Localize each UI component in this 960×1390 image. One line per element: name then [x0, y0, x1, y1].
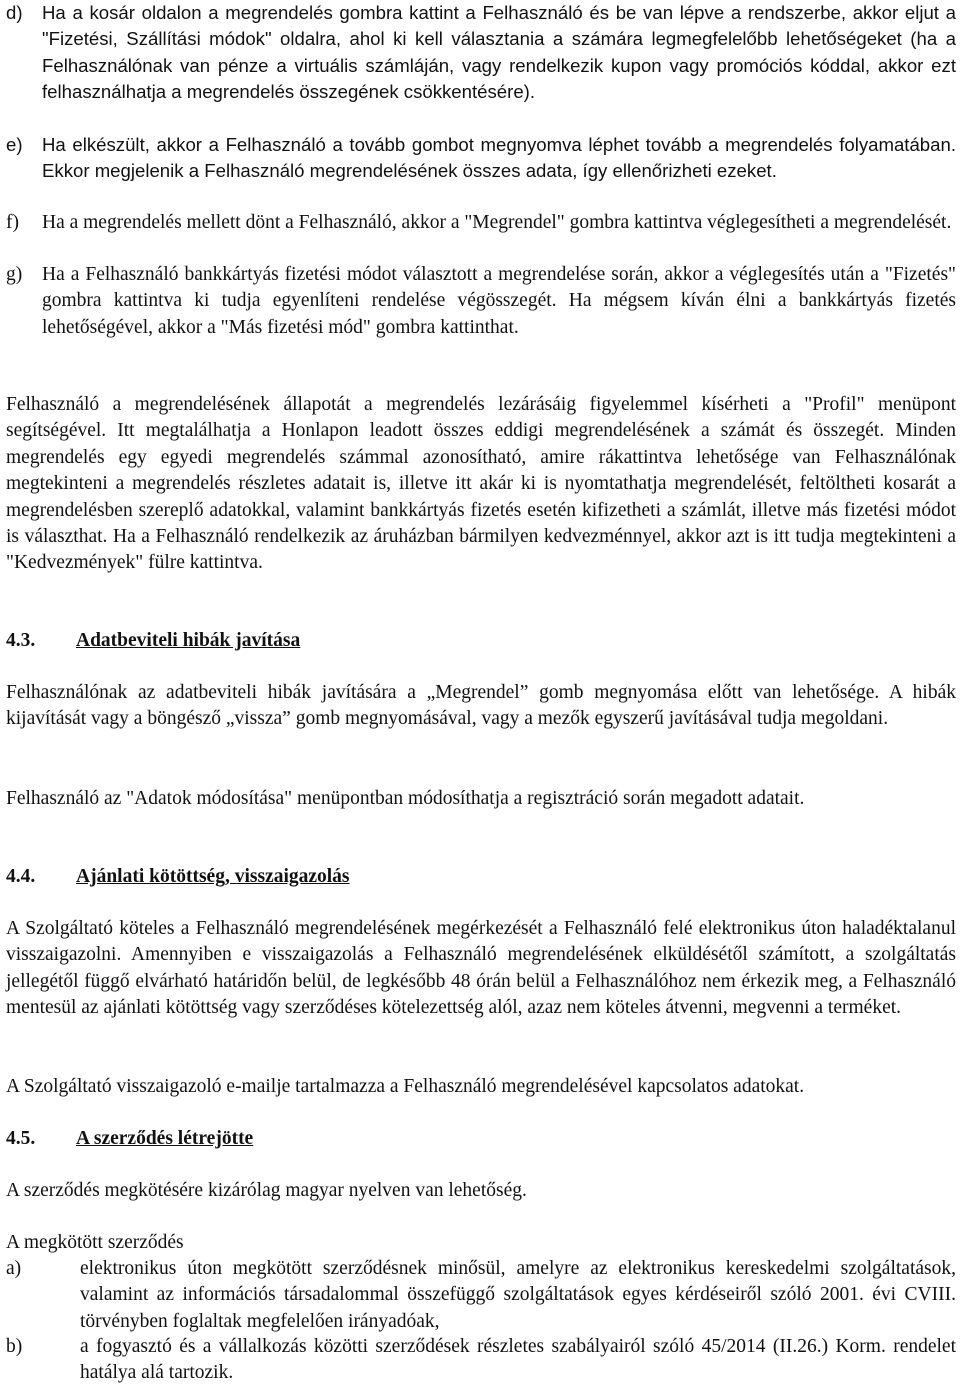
- list-item-f: [6, 210, 956, 236]
- list-marker: d): [6, 2, 23, 23]
- section-number: 4.5.: [6, 1128, 36, 1149]
- list-item-a: [6, 1256, 956, 1335]
- paragraph-data-modification: Felhasználó az "Adatok módosítása" menüpontban módosíthatja a regisztráció során megadott adatait.: [6, 788, 805, 809]
- paragraph-language: A szerződés megkötésére kizárólag magyar nyelven van lehetőség.: [6, 1180, 527, 1201]
- list-marker: f): [6, 212, 19, 233]
- list-item-text: Ha a megrendelés mellett dönt a Felhasználó, akkor a "Megrendel" gombra kattintva véglegesítheti a megrendelését.: [42, 212, 952, 233]
- section-title: Adatbeviteli hibák javítása: [76, 630, 301, 651]
- list-marker: b): [6, 1336, 23, 1357]
- list-item-e: [6, 132, 956, 185]
- section-number: 4.3.: [6, 630, 36, 651]
- paragraph-input-errors: Felhasználónak az adatbeviteli hibák javítására a „Megrendel” gomb megnyomása előtt van lehetősége. A hibák kijavítását vagy a böngésző „vissza” gomb megnyomásával, vagy a mezők egyszerű javításával tudja megoldani.: [6, 682, 956, 730]
- section-title: A szerződés létrejötte: [76, 1128, 254, 1149]
- paragraph-contract-intro: A megkötött szerződés: [6, 1232, 184, 1253]
- list-marker: a): [6, 1258, 22, 1279]
- section-number: 4.4.: [6, 866, 36, 887]
- paragraph-order-status: Felhasználó a megrendelésének állapotát a megrendelés lezárásáig figyelemmel kísérheti a "Profil" menüpont segítségével. Itt megtalálhatja a Honlapon leadott összes eddigi megrendelésének a számát és összegét. Minden megrendelés egy egyedi megrendelés számmal azonosítható, amire rákattintva lehetősége van Felhasználónak megtekinteni a megrendelés részletes adatait is, illetve itt akár ki is nyomtathatja megrendelését, feltöltheti kosarát a megrendelésben szereplő adatokkal, valamint bankkártyás fizetés esetén kifizetheti a számlát, illetve más fizetési módot is választhat. Ha a Felhasználó rendelkezik az áruházban bármilyen kedvezménnyel, akkor azt is itt tudja megtekinteni a "Kedvezmények" fülre kattintva.: [6, 394, 956, 574]
- list-item-text: Ha a kosár oldalon a megrendelés gombra kattint a Felhasználó és be van lépve a rendszerbe, akkor eljut a "Fizetési, Szállítási módok" oldalra, ahol ki kell választania a számára legmegfelelőbb lehetőségeket (ha a Felhasználónak van pénze a virtuális számláján, vagy rendelkezik kupon vagy promóciós kóddal, akkor ezt felhasználhatja a megrendelés összegének csökkentésére).: [42, 2, 956, 103]
- list-item-b: [6, 1334, 956, 1387]
- list-marker: g): [6, 264, 23, 285]
- list-item-g: [6, 262, 956, 341]
- list-item-text: a fogyasztó és a vállalkozás közötti szerződések részletes szabályairól szóló 45/2014 (II.26.) Korm. rendelet hatálya alá tartozik.: [80, 1336, 956, 1384]
- list-item-text: Ha elkészült, akkor a Felhasználó a tovább gombot megnyomva léphet tovább a megrendelés folyamatában. Ekkor megjelenik a Felhasználó megrendelésének összes adata, így ellenőrizheti ezeket.: [42, 134, 956, 182]
- list-marker: e): [6, 134, 23, 155]
- paragraph-confirmation: A Szolgáltató köteles a Felhasználó megrendelésének megérkezését a Felhasználó felé elektronikus úton haladéktalanul visszaigazolni. Amennyiben e visszaigazolás a Felhasználó megrendelésének elküldésétől számított, a szolgáltatás jellegétől függő elvárható határidőn belül, de legkésőbb 48 órán belül a Felhasználóhoz nem érkezik meg, a Felhasználó mentesül az ajánlati kötöttség vagy szerződéses kötelezettség alól, azaz nem köteles átvenni, megvenni a terméket.: [6, 918, 956, 1019]
- list-item-text: Ha a Felhasználó bankkártyás fizetési módot választott a megrendelése során, akkor a véglegesítés után a "Fizetés" gombra kattintva ki tudja egyenlíteni rendelése végösszegét. Ha mégsem kíván élni a bankkártyás fizetés lehetőségével, akkor a "Más fizetési mód" gombra kattinthat.: [42, 264, 956, 338]
- list-item-text: elektronikus úton megkötött szerződésnek minősül, amelyre az elektronikus kereskedelmi szolgáltatások, valamint az információs társadalommal összefüggő szolgáltatások egyes kérdéseiről szóló 2001. évi CVIII. törvényben foglaltak megfelelően irányadóak,: [80, 1258, 956, 1332]
- paragraph-confirmation-email: A Szolgáltató visszaigazoló e-mailje tartalmazza a Felhasználó megrendelésével kapcsolatos adatokat.: [6, 1076, 805, 1097]
- section-title: Ajánlati kötöttség, visszaigazolás: [76, 866, 350, 887]
- list-item-d: [6, 0, 956, 106]
